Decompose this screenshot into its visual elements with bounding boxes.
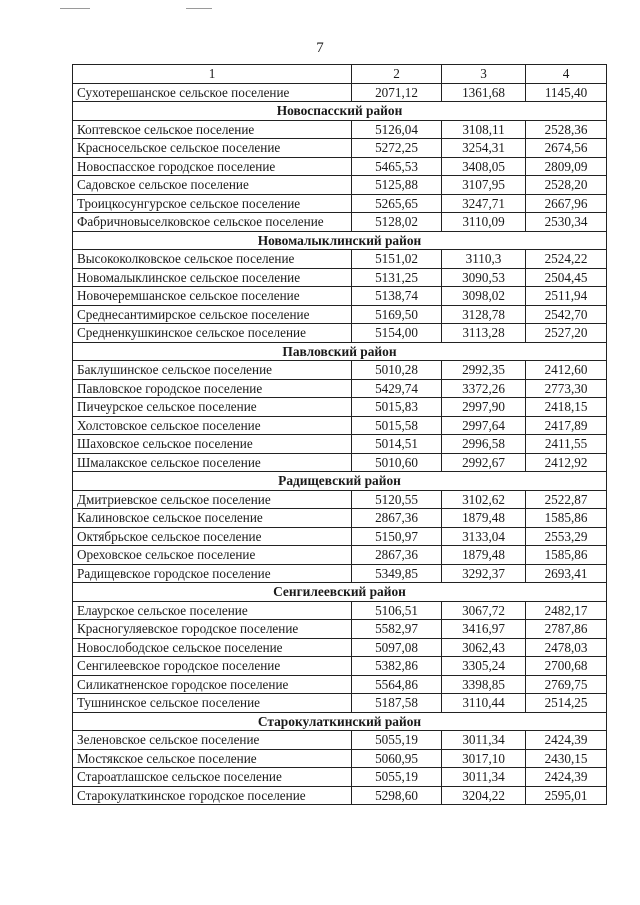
settlement-name: Новомалыклинское сельское поселение xyxy=(73,268,352,287)
district-title: Новомалыклинский район xyxy=(73,231,607,250)
value-col-3: 3254,31 xyxy=(442,139,526,158)
table-row xyxy=(73,120,607,139)
table-row xyxy=(73,786,607,805)
value-col-3: 1879,48 xyxy=(442,509,526,528)
value-col-2: 5010,60 xyxy=(352,453,442,472)
table-row xyxy=(73,657,607,676)
scan-artifact xyxy=(186,8,212,9)
value-col-3: 3110,3 xyxy=(442,250,526,269)
table-row xyxy=(73,157,607,176)
value-col-2: 2071,12 xyxy=(352,83,442,102)
value-col-4: 1585,86 xyxy=(526,546,607,565)
value-col-3: 3067,72 xyxy=(442,601,526,620)
district-header-row xyxy=(73,231,607,250)
value-col-4: 2542,70 xyxy=(526,305,607,324)
settlement-name: Октябрьское сельское поселение xyxy=(73,527,352,546)
value-col-3: 3110,09 xyxy=(442,213,526,232)
value-col-3: 3204,22 xyxy=(442,786,526,805)
value-col-4: 2478,03 xyxy=(526,638,607,657)
settlement-name: Радищевское городское поселение xyxy=(73,564,352,583)
district-title: Радищевский район xyxy=(73,472,607,491)
district-header-row xyxy=(73,472,607,491)
settlement-name: Новослободское сельское поселение xyxy=(73,638,352,657)
value-col-2: 5055,19 xyxy=(352,768,442,787)
value-col-2: 5014,51 xyxy=(352,435,442,454)
value-col-4: 2524,22 xyxy=(526,250,607,269)
value-col-2: 5131,25 xyxy=(352,268,442,287)
value-col-3: 3398,85 xyxy=(442,675,526,694)
value-col-4: 2482,17 xyxy=(526,601,607,620)
table-row xyxy=(73,83,607,102)
value-col-2: 5097,08 xyxy=(352,638,442,657)
value-col-4: 2700,68 xyxy=(526,657,607,676)
value-col-4: 2424,39 xyxy=(526,768,607,787)
value-col-2: 5015,58 xyxy=(352,416,442,435)
settlement-name: Коптевское сельское поселение xyxy=(73,120,352,139)
value-col-3: 3107,95 xyxy=(442,176,526,195)
value-col-4: 2514,25 xyxy=(526,694,607,713)
table-row xyxy=(73,453,607,472)
value-col-3: 3011,34 xyxy=(442,768,526,787)
table-row xyxy=(73,620,607,639)
district-title: Сенгилеевский район xyxy=(73,583,607,602)
table-row xyxy=(73,305,607,324)
table-row xyxy=(73,194,607,213)
settlement-name: Калиновское сельское поселение xyxy=(73,509,352,528)
value-col-2: 5015,83 xyxy=(352,398,442,417)
value-col-4: 2693,41 xyxy=(526,564,607,583)
value-col-2: 5465,53 xyxy=(352,157,442,176)
value-col-3: 2997,64 xyxy=(442,416,526,435)
value-col-2: 2867,36 xyxy=(352,546,442,565)
value-col-3: 3011,34 xyxy=(442,731,526,750)
value-col-3: 3133,04 xyxy=(442,527,526,546)
column-header: 2 xyxy=(352,65,442,84)
value-col-4: 2809,09 xyxy=(526,157,607,176)
table-row xyxy=(73,768,607,787)
value-col-4: 2417,89 xyxy=(526,416,607,435)
value-col-4: 2769,75 xyxy=(526,675,607,694)
value-col-4: 2522,87 xyxy=(526,490,607,509)
value-col-4: 2424,39 xyxy=(526,731,607,750)
value-col-3: 2992,67 xyxy=(442,453,526,472)
table-row xyxy=(73,601,607,620)
value-col-2: 5128,02 xyxy=(352,213,442,232)
value-col-3: 3372,26 xyxy=(442,379,526,398)
settlement-name: Новоспасское городское поселение xyxy=(73,157,352,176)
value-col-4: 2527,20 xyxy=(526,324,607,343)
table-row xyxy=(73,527,607,546)
value-col-2: 5106,51 xyxy=(352,601,442,620)
settlement-name: Троицкосунгурское сельское поселение xyxy=(73,194,352,213)
table-row xyxy=(73,398,607,417)
value-col-3: 3108,11 xyxy=(442,120,526,139)
district-header-row xyxy=(73,583,607,602)
settlement-name: Павловское городское поселение xyxy=(73,379,352,398)
data-table xyxy=(72,64,607,805)
value-col-2: 5138,74 xyxy=(352,287,442,306)
table-row xyxy=(73,176,607,195)
table-row xyxy=(73,287,607,306)
value-col-2: 5126,04 xyxy=(352,120,442,139)
value-col-3: 3247,71 xyxy=(442,194,526,213)
settlement-name: Тушнинское сельское поселение xyxy=(73,694,352,713)
table-body xyxy=(73,65,607,805)
value-col-2: 5125,88 xyxy=(352,176,442,195)
value-col-2: 5272,25 xyxy=(352,139,442,158)
value-col-4: 2787,86 xyxy=(526,620,607,639)
value-col-2: 2867,36 xyxy=(352,509,442,528)
scan-artifact xyxy=(60,8,90,9)
table-row xyxy=(73,361,607,380)
value-col-3: 3292,37 xyxy=(442,564,526,583)
settlement-name: Шаховское сельское поселение xyxy=(73,435,352,454)
settlement-name: Красносельское сельское поселение xyxy=(73,139,352,158)
value-col-2: 5382,86 xyxy=(352,657,442,676)
value-col-4: 2553,29 xyxy=(526,527,607,546)
value-col-2: 5187,58 xyxy=(352,694,442,713)
table-row xyxy=(73,379,607,398)
settlement-name: Старокулаткинское городское поселение xyxy=(73,786,352,805)
settlement-name: Баклушинское сельское поселение xyxy=(73,361,352,380)
table-row xyxy=(73,546,607,565)
district-title: Новоспасский район xyxy=(73,102,607,121)
value-col-4: 2530,34 xyxy=(526,213,607,232)
value-col-4: 2412,60 xyxy=(526,361,607,380)
value-col-3: 2997,90 xyxy=(442,398,526,417)
value-col-2: 5564,86 xyxy=(352,675,442,694)
value-col-2: 5010,28 xyxy=(352,361,442,380)
district-title: Старокулаткинский район xyxy=(73,712,607,731)
value-col-4: 2511,94 xyxy=(526,287,607,306)
value-col-3: 2992,35 xyxy=(442,361,526,380)
value-col-2: 5265,65 xyxy=(352,194,442,213)
value-col-2: 5055,19 xyxy=(352,731,442,750)
value-col-2: 5060,95 xyxy=(352,749,442,768)
column-header: 4 xyxy=(526,65,607,84)
table-row xyxy=(73,250,607,269)
value-col-2: 5582,97 xyxy=(352,620,442,639)
value-col-4: 2595,01 xyxy=(526,786,607,805)
value-col-2: 5120,55 xyxy=(352,490,442,509)
column-header: 3 xyxy=(442,65,526,84)
value-col-3: 3128,78 xyxy=(442,305,526,324)
value-col-4: 2528,36 xyxy=(526,120,607,139)
settlement-name: Староатлашское сельское поселение xyxy=(73,768,352,787)
settlement-name: Сухотерешанское сельское поселение xyxy=(73,83,352,102)
value-col-4: 2773,30 xyxy=(526,379,607,398)
value-col-2: 5349,85 xyxy=(352,564,442,583)
value-col-2: 5154,00 xyxy=(352,324,442,343)
settlement-name: Холстовское сельское поселение xyxy=(73,416,352,435)
value-col-3: 1879,48 xyxy=(442,546,526,565)
value-col-4: 2528,20 xyxy=(526,176,607,195)
table-row xyxy=(73,416,607,435)
table-row xyxy=(73,139,607,158)
settlement-name: Мостякское сельское поселение xyxy=(73,749,352,768)
table-row xyxy=(73,435,607,454)
table-row xyxy=(73,694,607,713)
value-col-2: 5151,02 xyxy=(352,250,442,269)
settlement-name: Дмитриевское сельское поселение xyxy=(73,490,352,509)
value-col-3: 3090,53 xyxy=(442,268,526,287)
settlement-name: Новочеремшанское сельское поселение xyxy=(73,287,352,306)
table-row xyxy=(73,749,607,768)
table-row xyxy=(73,490,607,509)
settlement-name: Елаурское сельское поселение xyxy=(73,601,352,620)
value-col-3: 2996,58 xyxy=(442,435,526,454)
settlement-name: Среднесантимирское сельское поселение xyxy=(73,305,352,324)
settlement-name: Шмалакское сельское поселение xyxy=(73,453,352,472)
settlement-name: Высококолковское сельское поселение xyxy=(73,250,352,269)
value-col-4: 2412,92 xyxy=(526,453,607,472)
settlement-name: Средненкушкинское сельское поселение xyxy=(73,324,352,343)
column-header: 1 xyxy=(73,65,352,84)
table-row xyxy=(73,509,607,528)
value-col-3: 3110,44 xyxy=(442,694,526,713)
settlement-name: Ореховское сельское поселение xyxy=(73,546,352,565)
value-col-4: 1585,86 xyxy=(526,509,607,528)
district-header-row xyxy=(73,712,607,731)
value-col-2: 5169,50 xyxy=(352,305,442,324)
settlement-name: Садовское сельское поселение xyxy=(73,176,352,195)
value-col-4: 2418,15 xyxy=(526,398,607,417)
value-col-2: 5429,74 xyxy=(352,379,442,398)
value-col-3: 3017,10 xyxy=(442,749,526,768)
district-header-row xyxy=(73,342,607,361)
settlement-name: Фабричновыселковское сельское поселение xyxy=(73,213,352,232)
settlement-name: Пичеурское сельское поселение xyxy=(73,398,352,417)
settlement-name: Зеленовское сельское поселение xyxy=(73,731,352,750)
page-number: 7 xyxy=(316,40,324,56)
settlement-name: Сенгилеевское городское поселение xyxy=(73,657,352,676)
value-col-3: 3305,24 xyxy=(442,657,526,676)
table-row xyxy=(73,675,607,694)
value-col-4: 2504,45 xyxy=(526,268,607,287)
table-row xyxy=(73,731,607,750)
value-col-3: 3408,05 xyxy=(442,157,526,176)
value-col-3: 3416,97 xyxy=(442,620,526,639)
settlement-name: Красногуляевское городское поселение xyxy=(73,620,352,639)
value-col-2: 5298,60 xyxy=(352,786,442,805)
value-col-2: 5150,97 xyxy=(352,527,442,546)
value-col-4: 2411,55 xyxy=(526,435,607,454)
value-col-4: 2430,15 xyxy=(526,749,607,768)
value-col-3: 3113,28 xyxy=(442,324,526,343)
value-col-3: 3098,02 xyxy=(442,287,526,306)
value-col-4: 2674,56 xyxy=(526,139,607,158)
value-col-4: 1145,40 xyxy=(526,83,607,102)
value-col-4: 2667,96 xyxy=(526,194,607,213)
settlement-name: Силикатненское городское поселение xyxy=(73,675,352,694)
value-col-3: 3102,62 xyxy=(442,490,526,509)
table-row xyxy=(73,268,607,287)
value-col-3: 1361,68 xyxy=(442,83,526,102)
district-title: Павловский район xyxy=(73,342,607,361)
district-header-row xyxy=(73,102,607,121)
value-col-3: 3062,43 xyxy=(442,638,526,657)
table-row xyxy=(73,564,607,583)
table-row xyxy=(73,324,607,343)
table-row xyxy=(73,638,607,657)
column-header-row xyxy=(73,65,607,84)
table-row xyxy=(73,213,607,232)
